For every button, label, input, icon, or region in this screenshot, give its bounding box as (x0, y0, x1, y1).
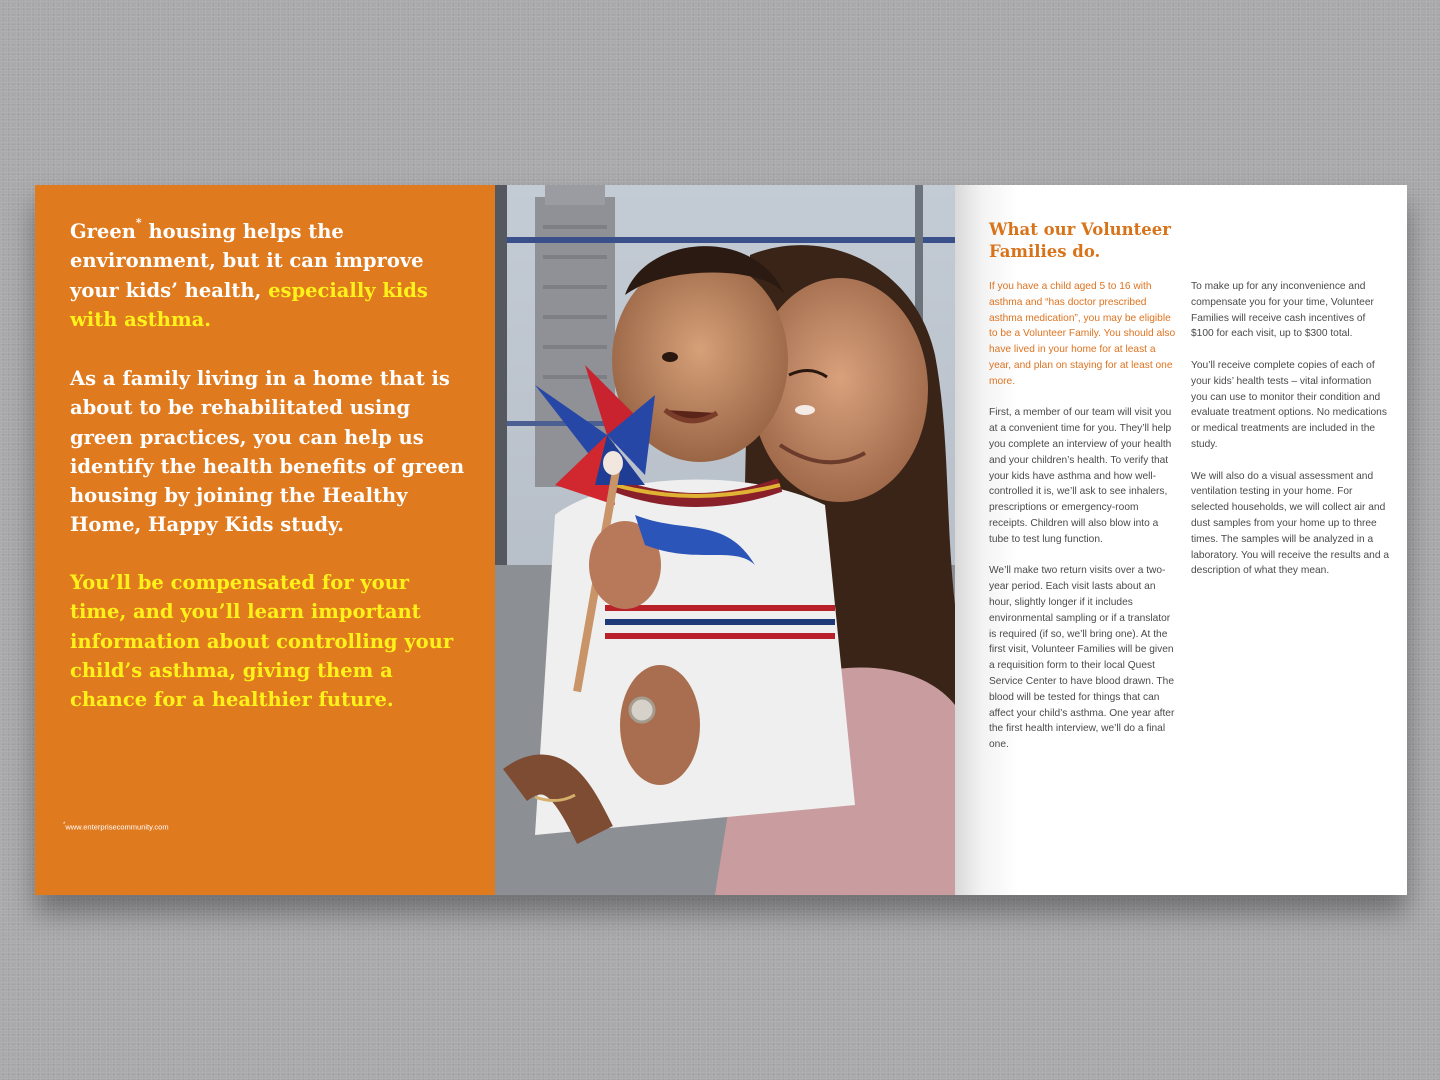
incentives-paragraph: To make up for any inconvenience and compensate you for your time, Volunteer Families will receive cash incentives of $100 for each visit, up to $300 total. (1191, 281, 1374, 340)
first-visit-paragraph: First, a member of our team will visit you at a convenient time for you. They’ll help you complete an interview of your health and your children’s health. To verify that your kids have asthma and how well-controlled it is, we’ll ask to see inhalers, prescriptions or emergency-room receipts. Children will also blow into a tube to test lung function. (989, 407, 1172, 545)
intro-highlight: especially kids with asthma. (70, 278, 428, 331)
intro-paragraph (70, 217, 470, 334)
intro-text-start: Green (70, 220, 136, 243)
brochure-spread (35, 185, 1407, 895)
eligibility-paragraph: If you have a child aged 5 to 16 with asthma and “has doctor prescribed asthma medication”, you may be eligible to be a Volunteer Family. You should also have lived in your home for at least a year, and plan on staying for at least one more. (989, 281, 1176, 387)
intro-text-middle: housing helps the environment, but it can improve your kids’ health, (70, 220, 424, 302)
section-heading: What our Volunteer Families do. (989, 220, 1171, 261)
text-column-2 (1191, 279, 1389, 595)
photo-mother-and-child (495, 185, 955, 895)
right-panel (955, 185, 1407, 895)
footnote (63, 822, 169, 832)
compensation-paragraph: You’ll be compensated for your time, and you’ll learn important information about controlling your child’s asthma, giving them a chance for a healthier future. (70, 571, 454, 712)
return-visits-paragraph: We’ll make two return visits over a two-year period. Each visit lasts about an hour, slightly longer if it includes environmental sampling or if a translator is required (if so, we’ll bring one). At the first visit, Volunteer Families will be given a requisition form to their local Quest Service Center to have blood drawn. The blood will be tested for things that can affect your child’s asthma. One year after the first health interview, we’ll do a final one. (989, 565, 1175, 751)
left-panel (35, 185, 495, 895)
home-assessment-paragraph: We will also do a visual assessment and ventilation testing in your home. For selected households, we will collect air and dust samples from your home up to three times. The samples will be analyzed in a laboratory. You will receive the results and a description of what they mean. (1191, 470, 1390, 577)
photo-illustration (495, 185, 955, 895)
footnote-marker: * (135, 216, 142, 229)
health-tests-paragraph: You’ll receive complete copies of each of your kids’ health tests – vital information you can use to monitor their condition and evaluate treatment options. No medications or medical treatments are included in the study. (1191, 359, 1387, 450)
study-paragraph: As a family living in a home that is about to be rehabilitated using green practices, you can help us identify the health benefits of green housing by joining the Healthy Home, Happy Kids study. (70, 367, 465, 537)
text-column-1 (989, 279, 1179, 769)
footnote-asterisk: * (63, 822, 66, 828)
footnote-url: www.enterprisecommunity.com (65, 822, 169, 832)
